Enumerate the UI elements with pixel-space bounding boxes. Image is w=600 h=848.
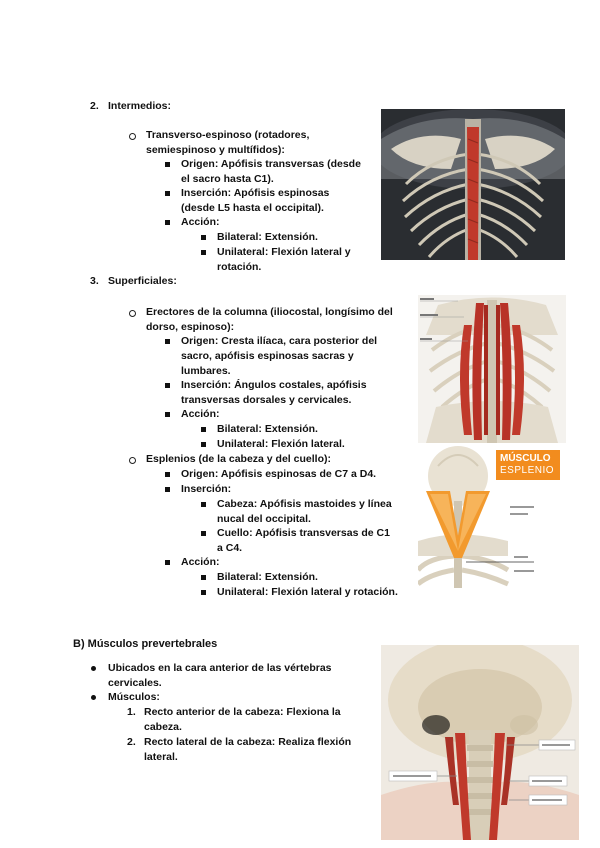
origen-text: Origen: Cresta ilíaca, cara posterior del — [181, 335, 378, 347]
circle-bullet-icon — [129, 133, 136, 140]
square-bullet-icon — [201, 502, 206, 507]
ubicados-text: cervicales. — [108, 677, 162, 689]
esplenios-accion-text: Acción: — [181, 556, 220, 568]
ubicados-text: Ubicados en la cara anterior de las vértebras — [108, 662, 332, 674]
square-bullet-icon — [201, 427, 206, 432]
transverso-espinoso-figure — [381, 109, 565, 260]
recto-anterior-text: cabeza. — [144, 721, 182, 733]
square-bullet-icon — [165, 412, 170, 417]
list-number: 2. — [90, 100, 99, 112]
erectores-figure — [418, 295, 566, 443]
bilateral-text: Bilateral: Extensión. — [217, 231, 318, 243]
bilateral-text: Bilateral: Extensión. — [217, 423, 318, 435]
square-bullet-icon — [165, 487, 170, 492]
square-bullet-icon — [165, 191, 170, 196]
square-bullet-icon — [165, 560, 170, 565]
cabeza-text: Cabeza: Apófisis mastoides y línea — [217, 498, 392, 510]
esplenio-badge-title: MÚSCULO — [500, 453, 551, 464]
circle-bullet-icon — [129, 310, 136, 317]
section-title-intermedios: Intermedios: — [108, 100, 172, 112]
square-bullet-icon — [165, 220, 170, 225]
recto-lateral-text: Recto lateral de la cabeza: Realiza flexión — [144, 736, 352, 748]
square-bullet-icon — [201, 575, 206, 580]
origen-text: lumbares. — [181, 365, 231, 377]
esplenios-insercion-text: Inserción: — [181, 483, 232, 495]
esplenio-badge-subtitle: ESPLENIO — [500, 465, 555, 476]
origen-text: el sacro hasta C1). — [181, 173, 274, 185]
accion-text: Acción: — [181, 408, 220, 420]
erectores-text: Erectores de la columna (iliocostal, longísimo del — [146, 306, 393, 318]
section-heading-prevertebrales: B) Músculos prevertebrales — [73, 638, 218, 650]
list-number: 1. — [127, 706, 136, 718]
list-number: 2. — [127, 736, 136, 748]
esplenios-bilateral-text: Bilateral: Extensión. — [217, 571, 318, 583]
cuello-text: a C4. — [217, 542, 243, 554]
cabeza-text: nucal del occipital. — [217, 513, 311, 525]
recto-lateral-text: lateral. — [144, 751, 178, 763]
musculos-text: Músculos: — [108, 691, 160, 703]
esplenio-figure — [418, 446, 566, 588]
insercion-text: Inserción: Apófisis espinosas — [181, 187, 330, 199]
section-title-superficiales: Superficiales: — [108, 275, 177, 287]
square-bullet-icon — [165, 383, 170, 388]
accion-text: Acción: — [181, 216, 220, 228]
origen-text: sacro, apófisis espinosas sacras y — [181, 350, 354, 362]
circle-bullet-icon — [129, 457, 136, 464]
esplenios-unilateral-text: Unilateral: Flexión lateral y rotación. — [217, 586, 398, 598]
dot-bullet-icon — [91, 666, 96, 671]
unilateral-text: Unilateral: Flexión lateral. — [217, 438, 345, 450]
square-bullet-icon — [201, 250, 206, 255]
unilateral-text: Unilateral: Flexión lateral y — [217, 246, 351, 258]
origen-text: Origen: Apófisis transversas (desde — [181, 158, 361, 170]
square-bullet-icon — [201, 442, 206, 447]
list-number: 3. — [90, 275, 99, 287]
esplenios-text: Esplenios (de la cabeza y del cuello): — [146, 453, 331, 465]
prevertebrales-figure — [381, 645, 579, 840]
esplenios-origen-text: Origen: Apófisis espinosas de C7 a D4. — [181, 468, 377, 480]
cuello-text: Cuello: Apófisis transversas de C1 — [217, 527, 390, 539]
transverso-text: semiespinoso y multífidos): — [146, 144, 285, 156]
insercion-text: Inserción: Ángulos costales, apófisis — [181, 379, 367, 391]
insercion-text: (desde L5 hasta el occipital). — [181, 202, 324, 214]
square-bullet-icon — [201, 531, 206, 536]
insercion-text: transversas dorsales y cervicales. — [181, 394, 352, 406]
dot-bullet-icon — [91, 695, 96, 700]
recto-anterior-text: Recto anterior de la cabeza: Flexiona la — [144, 706, 341, 718]
erectores-text: dorso, espinoso): — [146, 321, 235, 333]
transverso-text: Transverso-espinoso (rotadores, — [146, 129, 310, 141]
square-bullet-icon — [165, 472, 170, 477]
unilateral-text: rotación. — [217, 261, 262, 273]
square-bullet-icon — [165, 339, 170, 344]
square-bullet-icon — [165, 162, 170, 167]
square-bullet-icon — [201, 235, 206, 240]
square-bullet-icon — [201, 590, 206, 595]
